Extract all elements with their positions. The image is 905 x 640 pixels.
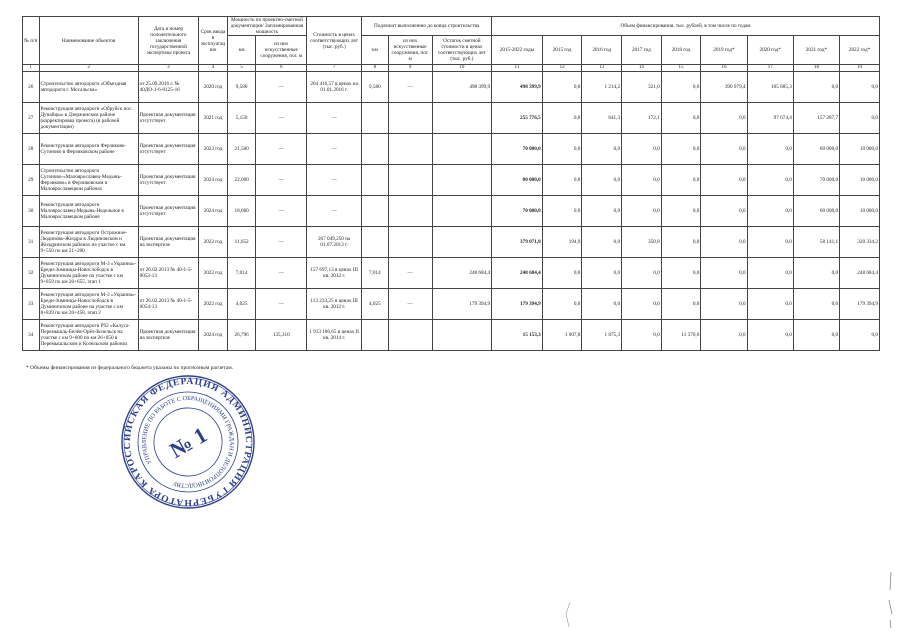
expertise-conclusion: Проектная документация отсутствует [138, 134, 199, 165]
header-year: 2016 год [582, 36, 622, 65]
header-docdate: Дата и номер положительного заключения государственной экспертизы проекта [138, 17, 199, 65]
financing-table-page [22, 16, 880, 351]
header-plan-km: км [362, 36, 388, 65]
commission-term: 2022 год [199, 227, 228, 258]
year-funding: 0,0 [622, 165, 662, 196]
row-number: 28 [23, 134, 40, 165]
remaining-cost: 498 399,9 [432, 72, 491, 103]
remaining-km [362, 227, 388, 258]
object-name: Реконструкция автодороги Острожное-Людиново-Жиздра в Людиновском и Жиздринском районах на участке с км 9+550 по км 21+200 [39, 227, 138, 258]
year-funding: 0,0 [622, 196, 662, 227]
column-number: 19 [840, 65, 880, 72]
header-period: 2015-2022 годы [492, 36, 543, 65]
column-number: 15 [661, 65, 701, 72]
remaining-structures [388, 134, 432, 165]
remaining-structures [388, 165, 432, 196]
header-funding: Объем финансирования, тыс. рублей, в том числе по годам [492, 17, 880, 36]
year-funding: 0,0 [747, 258, 793, 289]
row-number: 27 [23, 103, 40, 134]
remaining-structures [388, 227, 432, 258]
header-year: 2021 год* [793, 36, 839, 65]
column-number: 7 [307, 65, 362, 72]
footnote: * Объемы финансирования из федерального бюджета указаны по прогнозным расчетам. [26, 365, 234, 371]
year-funding: 0,0 [582, 196, 622, 227]
remaining-cost [432, 227, 491, 258]
year-funding: 0,0 [701, 289, 747, 320]
table-row [23, 165, 880, 196]
year-funding: 172,1 [622, 103, 662, 134]
object-name: Реконструкция автодороги «Обруйск пос. Дунайцы» в Дзержинском районе (корректировка проекта) (в рабочей документации) [39, 103, 138, 134]
remaining-structures: — [388, 72, 432, 103]
column-number: 6 [256, 65, 307, 72]
year-funding: 0,0 [542, 289, 582, 320]
header-year: 2022 год* [840, 36, 880, 65]
year-funding: 0,0 [840, 103, 880, 134]
remaining-km [362, 320, 388, 351]
year-funding: 60 000,0 [793, 196, 839, 227]
year-funding: 0,0 [747, 196, 793, 227]
expertise-conclusion: от 26.02.2013 № 40-1-5-0053-13 [138, 258, 199, 289]
remaining-structures [388, 320, 432, 351]
year-funding: 0,0 [701, 227, 747, 258]
commission-term: 2021 год [199, 103, 228, 134]
remaining-structures: — [388, 258, 432, 289]
table-row [23, 103, 880, 134]
expertise-conclusion: от 26.02.2013 № 40-1-5-0054-13 [138, 289, 199, 320]
year-funding: 97 674,4 [747, 103, 793, 134]
svg-text:№ 1: № 1 [165, 421, 212, 463]
estimated-cost: 267 049,250 на 01.07.2013 г. [307, 227, 362, 258]
year-funding: 0,0 [701, 258, 747, 289]
year-funding: 0,0 [793, 289, 839, 320]
year-funding: 0,0 [582, 227, 622, 258]
capacity-structures: — [256, 72, 307, 103]
year-funding: 320 334,2 [840, 227, 880, 258]
column-number: 3 [138, 65, 199, 72]
year-funding: 0,0 [661, 165, 701, 196]
object-name: Строительство автодороги Сугоново-«Малоярославец-Медынь-Ферзиково» в Ферзиковском и Малоярославецком районах [39, 165, 138, 196]
year-funding: 0,0 [661, 134, 701, 165]
year-funding: 0,0 [840, 320, 880, 351]
total-funding: 179 394,9 [492, 289, 543, 320]
row-number: 34 [23, 320, 40, 351]
year-funding: 0,0 [661, 196, 701, 227]
pencil-mark [560, 600, 580, 635]
estimated-cost: — [307, 165, 362, 196]
header-capacity: Мощность по проектно-сметной документации/ Запланированная мощность [227, 17, 306, 36]
year-funding: 105 885,3 [747, 72, 793, 103]
total-funding: 70 000,0 [492, 196, 543, 227]
capacity-km: 22,000 [227, 165, 256, 196]
commission-term: 2022 год [199, 258, 228, 289]
year-funding: 58 141,1 [793, 227, 839, 258]
expertise-conclusion: Проектная документация отсутствует [138, 103, 199, 134]
commission-term: 2024 год [199, 165, 228, 196]
remaining-cost: 248 684,4 [432, 258, 491, 289]
capacity-structures: — [256, 258, 307, 289]
remaining-km [362, 165, 388, 196]
year-funding: 0,0 [582, 165, 622, 196]
official-seal-stamp [118, 372, 258, 512]
row-number: 29 [23, 165, 40, 196]
table-row [23, 72, 880, 103]
total-funding: 498 399,9 [492, 72, 543, 103]
year-funding: 0,0 [661, 289, 701, 320]
table-row [23, 196, 880, 227]
remaining-cost [432, 165, 491, 196]
header-remaining: Остаток сметной стоимости в ценах соответствующих лет (тыс. руб.) [432, 36, 491, 65]
year-funding: 0,0 [793, 258, 839, 289]
remaining-cost [432, 134, 491, 165]
remaining-cost: 179 394,9 [432, 289, 491, 320]
year-funding: 10 000,0 [840, 165, 880, 196]
header-year: 2018 год [661, 36, 701, 65]
expertise-conclusion: Проектная документация отсутствует [138, 165, 199, 196]
remaining-km: 7,014 [362, 258, 388, 289]
header-cap-km: км [227, 36, 256, 65]
year-funding: 350,8 [622, 227, 662, 258]
total-funding: 80 000,0 [492, 165, 543, 196]
year-funding: 1 875,3 [582, 320, 622, 351]
column-number: 18 [793, 65, 839, 72]
capacity-km: 21,500 [227, 134, 256, 165]
estimated-cost: 204 416,57 в ценах на 01.01.2016 г. [307, 72, 362, 103]
capacity-structures: 135,310 [256, 320, 307, 351]
year-funding: 0,0 [661, 103, 701, 134]
header-term: Срок ввода в эксплуатацию [199, 17, 228, 65]
commission-term: 2023 год [199, 134, 228, 165]
year-funding: 70 000,0 [793, 165, 839, 196]
capacity-km: 5,150 [227, 103, 256, 134]
column-number: 8 [362, 65, 388, 72]
year-funding: 0,0 [542, 134, 582, 165]
year-funding: 0,0 [701, 320, 747, 351]
capacity-structures: — [256, 134, 307, 165]
year-funding: 157 287,7 [793, 103, 839, 134]
remaining-km: 4,025 [362, 289, 388, 320]
year-funding: 10 000,0 [840, 134, 880, 165]
estimated-cost: — [307, 103, 362, 134]
year-funding: 0,0 [582, 258, 622, 289]
capacity-km: 11,652 [227, 227, 256, 258]
remaining-km [362, 196, 388, 227]
object-name: Реконструкция автодороги Малоярославец-Медынь-Недельное в Малоярославецком районе [39, 196, 138, 227]
column-number-row [23, 65, 880, 72]
column-number: 9 [388, 65, 432, 72]
year-funding: 390 979,4 [701, 72, 747, 103]
object-name: Реконструкция автодороги М-3 «Украина»-Бреди-Зимницы-Новослободск в Думиничском районе на участке с км 8+839 по км 20+458, этап 2 [39, 289, 138, 320]
column-number: 10 [432, 65, 491, 72]
year-funding: 0,0 [793, 320, 839, 351]
expertise-conclusion: от 25.09.2016 г. № 40ДО-1-6-0125-16 [138, 72, 199, 103]
row-number: 26 [23, 72, 40, 103]
year-funding: 0,0 [701, 165, 747, 196]
header-cost: Стоимость в ценах соответствующих лет (тыс. руб.) [307, 17, 362, 65]
year-funding: 0,0 [840, 72, 880, 103]
column-number: 11 [492, 65, 543, 72]
capacity-structures: — [256, 289, 307, 320]
capacity-structures: — [256, 196, 307, 227]
column-number: 17 [747, 65, 793, 72]
row-number: 33 [23, 289, 40, 320]
year-funding: 0,0 [582, 289, 622, 320]
remaining-structures: — [388, 289, 432, 320]
year-funding: 0,0 [661, 258, 701, 289]
estimated-cost: 157 697,13 в ценах III кв. 2012 г. [307, 258, 362, 289]
header-plan: Подлежит выполнению до конца строительства [362, 17, 492, 36]
year-funding: 179 394,9 [840, 289, 880, 320]
year-funding: 0,0 [701, 196, 747, 227]
year-funding: 0,0 [747, 134, 793, 165]
column-number: 1 [23, 65, 40, 72]
row-number: 30 [23, 196, 40, 227]
year-funding: 0,0 [747, 227, 793, 258]
year-funding: 1 214,2 [582, 72, 622, 103]
row-number: 32 [23, 258, 40, 289]
capacity-km: 4,025 [227, 289, 256, 320]
year-funding: 0,0 [542, 103, 582, 134]
svg-text:УПРАВЛЕНИЕ ПО РАБОТЕ С ОБРАЩЕН: УПРАВЛЕНИЕ ПО РАБОТЕ С ОБРАЩЕНИЯМИ ГРАЖДАН И ДЕЛОПРОИЗВОДСТВУ [140, 394, 236, 490]
year-funding: 0,0 [747, 320, 793, 351]
header-year: 2019 год* [701, 36, 747, 65]
capacity-km: 18,000 [227, 196, 256, 227]
object-name: Строительство автодороги «Объездная автодороги г. Мосальска» [39, 72, 138, 103]
table-row [23, 227, 880, 258]
year-funding: 248 684,4 [840, 258, 880, 289]
year-funding: 11 370,0 [661, 320, 701, 351]
commission-term: 2024 год [199, 196, 228, 227]
commission-term: 2020 год [199, 72, 228, 103]
table-row [23, 134, 880, 165]
capacity-structures: — [256, 227, 307, 258]
column-number: 13 [582, 65, 622, 72]
expertise-conclusion: Проектная документация на экспертизе [138, 227, 199, 258]
expertise-conclusion: Проектная документация на экспертизе [138, 320, 199, 351]
year-funding: 0,0 [622, 320, 662, 351]
year-funding: 321,0 [622, 72, 662, 103]
object-name: Реконструкция автодороги Ферзиково-Сугоново в Ферзиковском районе [39, 134, 138, 165]
year-funding: 0,0 [622, 258, 662, 289]
remaining-km [362, 103, 388, 134]
total-funding: 248 684,4 [492, 258, 543, 289]
commission-term: 2024 год [199, 320, 228, 351]
year-funding: 0,0 [582, 134, 622, 165]
remaining-cost [432, 320, 491, 351]
total-funding: 70 000,0 [492, 134, 543, 165]
year-funding: 0,0 [793, 72, 839, 103]
year-funding: 0,0 [661, 72, 701, 103]
year-funding: 0,0 [542, 196, 582, 227]
year-funding: 0,0 [701, 103, 747, 134]
capacity-km: 7,014 [227, 258, 256, 289]
object-name: Реконструкция автодороги Р92 «Калуга-Перемышль-Белёв-Орёл-Козельск на участке с км 9+600 по км 26+050 в Перемышльском и Козельском районах [39, 320, 138, 351]
column-number: 2 [39, 65, 138, 72]
header-year: 2015 год [542, 36, 582, 65]
header-plan-art: из них искусственные сооружения, пог. м [388, 36, 432, 65]
year-funding: 0,0 [622, 134, 662, 165]
margin-marks [884, 570, 898, 635]
year-funding: 0,0 [622, 289, 662, 320]
expertise-conclusion: Проектная документация отсутствует [138, 196, 199, 227]
year-funding: 10 000,0 [840, 196, 880, 227]
year-funding: 0,0 [747, 165, 793, 196]
header-cap-art: из них искусственные сооружения, пог. м [256, 36, 307, 65]
remaining-km [362, 134, 388, 165]
header-name: Наименование объектов [39, 17, 138, 65]
estimated-cost: — [307, 134, 362, 165]
column-number: 12 [542, 65, 582, 72]
capacity-structures: — [256, 165, 307, 196]
remaining-km: 9,580 [362, 72, 388, 103]
seal-icon [118, 372, 258, 512]
year-funding: 60 000,0 [793, 134, 839, 165]
year-funding: 0,0 [542, 258, 582, 289]
capacity-km: 26,796 [227, 320, 256, 351]
commission-term: 2022 год [199, 289, 228, 320]
column-number: 4 [199, 65, 228, 72]
header-year: 2017 год [622, 36, 662, 65]
year-funding: 0,0 [701, 134, 747, 165]
table-row [23, 320, 880, 351]
column-number: 5 [227, 65, 256, 72]
total-funding: 379 071,8 [492, 227, 543, 258]
estimated-cost: — [307, 196, 362, 227]
total-funding: 255 776,5 [492, 103, 543, 134]
column-number: 16 [701, 65, 747, 72]
svg-text:РОССИЙСКАЯ ФЕДЕРАЦИЯ АДМИНИСТР: РОССИЙСКАЯ ФЕДЕРАЦИЯ АДМИНИСТРАЦИЯ ГУБЕРНАТОРА КАЛУЖСКОЙ [122, 376, 254, 508]
capacity-km: 9,580 [227, 72, 256, 103]
header-num: № п/п [23, 17, 40, 65]
year-funding: 1 907,8 [542, 320, 582, 351]
year-funding: 0,0 [542, 72, 582, 103]
year-funding: 0,0 [661, 227, 701, 258]
table-row [23, 289, 880, 320]
remaining-structures [388, 103, 432, 134]
row-number: 31 [23, 227, 40, 258]
financing-table [22, 16, 880, 351]
capacity-structures: — [256, 103, 307, 134]
year-funding: 0,0 [542, 165, 582, 196]
year-funding: 0,0 [747, 289, 793, 320]
estimated-cost: 113 233,25 в ценах III кв. 2012 г. [307, 289, 362, 320]
header-year: 2020 год* [747, 36, 793, 65]
column-number: 14 [622, 65, 662, 72]
remaining-cost [432, 103, 491, 134]
estimated-cost: 1 913 106,65 в ценах II кв. 2014 г. [307, 320, 362, 351]
object-name: Реконструкция автодороги М-3 «Украина»-Бреди-Зимницы-Новослободск в Думиничском районе на участке с км 9+859 по км 20+655, этап 1 [39, 258, 138, 289]
remaining-structures [388, 196, 432, 227]
total-funding: 15 153,3 [492, 320, 543, 351]
remaining-cost [432, 196, 491, 227]
year-funding: 641,3 [582, 103, 622, 134]
year-funding: 194,9 [542, 227, 582, 258]
table-row [23, 258, 880, 289]
